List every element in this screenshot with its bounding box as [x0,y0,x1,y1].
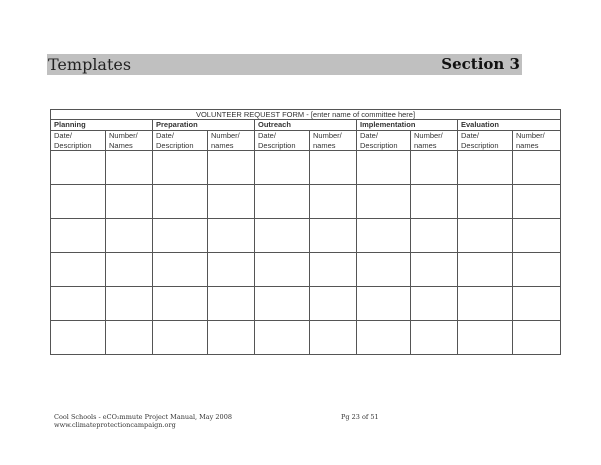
column-header [51,131,106,151]
form-cell[interactable] [153,253,208,287]
form-cell[interactable] [513,253,561,287]
form-cell[interactable] [106,151,153,185]
column-header-line: Date/ [258,131,276,140]
column-header [310,131,357,151]
group-preparation: Preparation [153,120,255,131]
form-cell[interactable] [357,151,411,185]
form-cell[interactable] [411,321,458,355]
form-cell[interactable] [153,185,208,219]
form-cell[interactable] [153,321,208,355]
column-header-line: Date/ [156,131,174,140]
form-cell[interactable] [255,287,310,321]
form-cell[interactable] [255,321,310,355]
column-header-line: Description [258,140,296,150]
form-cell[interactable] [255,253,310,287]
form-cell[interactable] [411,287,458,321]
form-cell[interactable] [310,321,357,355]
column-header-line: names [211,140,234,150]
form-cell[interactable] [106,219,153,253]
table-row [51,287,561,321]
column-header [458,131,513,151]
form-cell[interactable] [208,185,255,219]
column-header-line: Description [54,140,92,150]
form-cell[interactable] [310,185,357,219]
form-cell[interactable] [51,185,106,219]
form-cell[interactable] [513,321,561,355]
form-cell[interactable] [513,287,561,321]
form-cell[interactable] [458,321,513,355]
form-cell[interactable] [310,287,357,321]
column-header [255,131,310,151]
form-cell[interactable] [106,253,153,287]
header-title: Templates [48,55,132,74]
form-cell[interactable] [106,185,153,219]
column-header [106,131,153,151]
form-cell[interactable] [357,185,411,219]
column-header [513,131,561,151]
form-cell[interactable] [208,287,255,321]
footer-website: www.climateprotectioncampaign.org [54,421,176,429]
table-row [51,151,561,185]
group-planning: Planning [51,120,153,131]
group-outreach: Outreach [255,120,357,131]
form-cell[interactable] [255,185,310,219]
column-header-line: Date/ [54,131,72,140]
form-cell[interactable] [106,287,153,321]
column-header [153,131,208,151]
form-cell[interactable] [357,219,411,253]
form-cell[interactable] [458,151,513,185]
form-cell[interactable] [208,321,255,355]
table-row [51,185,561,219]
column-header-line: Number/ [109,131,138,140]
column-header-line: Description [461,140,499,150]
form-cell[interactable] [51,253,106,287]
form-cell[interactable] [208,219,255,253]
form-cell[interactable] [255,219,310,253]
column-header-line: Description [360,140,398,150]
column-header-line: Date/ [360,131,378,140]
column-header-line: names [313,140,336,150]
form-cell[interactable] [357,287,411,321]
column-header-line: names [516,140,539,150]
column-header-line: Number/ [414,131,443,140]
page-number: Pg 23 of 51 [341,413,379,421]
form-cell[interactable] [51,219,106,253]
form-cell[interactable] [153,287,208,321]
form-cell[interactable] [153,219,208,253]
form-cell[interactable] [51,321,106,355]
form-cell[interactable] [106,321,153,355]
form-cell[interactable] [458,219,513,253]
footer-manual-title: Cool Schools - eCO₂mmute Project Manual, May 2008 [54,413,232,421]
form-cell[interactable] [513,151,561,185]
column-header-line: Number/ [516,131,545,140]
form-cell[interactable] [411,253,458,287]
column-header-line: names [414,140,437,150]
column-header [208,131,255,151]
group-evaluation: Evaluation [458,120,561,131]
section-label: Section 3 [441,55,520,73]
footer-left [54,413,232,429]
form-cell[interactable] [208,253,255,287]
column-header-line: Names [109,140,133,150]
group-implementation: Implementation [357,120,458,131]
form-cell[interactable] [153,151,208,185]
form-cell[interactable] [458,287,513,321]
column-header-line: Number/ [313,131,342,140]
form-cell[interactable] [208,151,255,185]
group-header-row [51,120,561,131]
form-cell[interactable] [411,219,458,253]
column-header [411,131,458,151]
form-cell[interactable] [513,219,561,253]
form-cell[interactable] [357,321,411,355]
form-cell[interactable] [513,185,561,219]
table-row [51,253,561,287]
volunteer-request-form [50,109,561,355]
form-cell[interactable] [255,151,310,185]
form-title: VOLUNTEER REQUEST FORM - [enter name of committee here] [51,110,561,120]
form-cell[interactable] [310,219,357,253]
form-cell[interactable] [51,287,106,321]
column-header [357,131,411,151]
table-row [51,321,561,355]
form-cell[interactable] [51,151,106,185]
column-header-line: Description [156,140,194,150]
form-cell[interactable] [458,253,513,287]
column-header-line: Date/ [461,131,479,140]
form-cell[interactable] [411,185,458,219]
section-header-bar [47,54,522,75]
form-cell[interactable] [411,151,458,185]
subheader-row [51,131,561,151]
form-cell[interactable] [310,151,357,185]
column-header-line: Number/ [211,131,240,140]
form-cell[interactable] [458,185,513,219]
form-cell[interactable] [357,253,411,287]
form-cell[interactable] [310,253,357,287]
table-row [51,219,561,253]
